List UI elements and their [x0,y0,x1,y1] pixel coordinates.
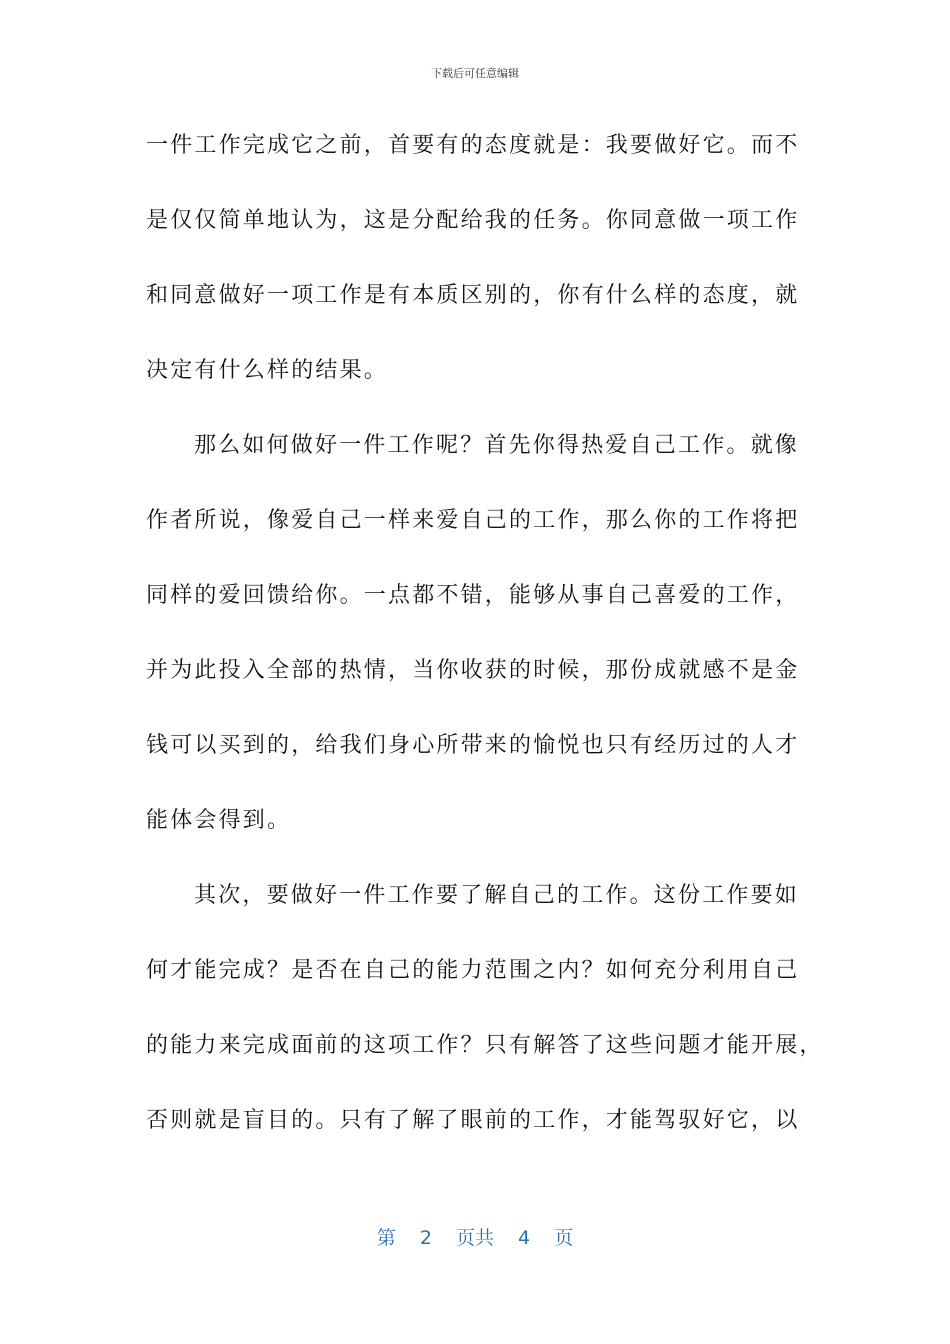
text-line: 何才能完成？是否在自己的能力范围之内？如何充分利用自己 [146,958,800,983]
total-pages-number: 4 [518,1227,531,1249]
footer-label-prefix: 第 [376,1227,396,1249]
footer-label-suffix: 页 [554,1227,574,1249]
page-footer [0,1224,950,1252]
text-line: 的能力来完成面前的这项工作？只有解答了这些问题才能开展， [146,1033,824,1058]
text-line: 否则就是盲目的。只有了解了眼前的工作，才能驾驭好它，以 [146,1108,800,1133]
text-line: 能体会得到。 [146,808,292,833]
footer-label-middle: 页共 [455,1227,494,1249]
paragraph-start-line: 那么如何做好一件工作呢？首先你得热爱自己工作。就像 [194,433,800,458]
document-body [146,108,824,1158]
text-line: 和同意做好一项工作是有本质区别的，你有什么样的态度，就 [146,283,800,308]
current-page-number: 2 [419,1227,432,1249]
text-line: 并为此投入全部的热情，当你收获的时候，那份成就感不是金 [146,658,800,683]
text-line: 钱可以买到的，给我们身心所带来的愉悦也只有经历过的人才 [146,733,800,758]
text-line: 决定有什么样的结果。 [146,358,389,383]
page-header: 下载后可任意编辑 [431,67,519,80]
text-line: 一件工作完成它之前，首要有的态度就是：我要做好它。而不 [146,133,800,158]
paragraph-start-line: 其次，要做好一件工作要了解自己的工作。这份工作要如 [194,883,800,908]
text-line: 是仅仅简单地认为，这是分配给我的任务。你同意做一项工作 [146,208,800,233]
text-line: 作者所说，像爱自己一样来爱自己的工作，那么你的工作将把 [146,508,800,533]
text-line: 同样的爱回馈给你。一点都不错，能够从事自己喜爱的工作， [146,583,800,608]
